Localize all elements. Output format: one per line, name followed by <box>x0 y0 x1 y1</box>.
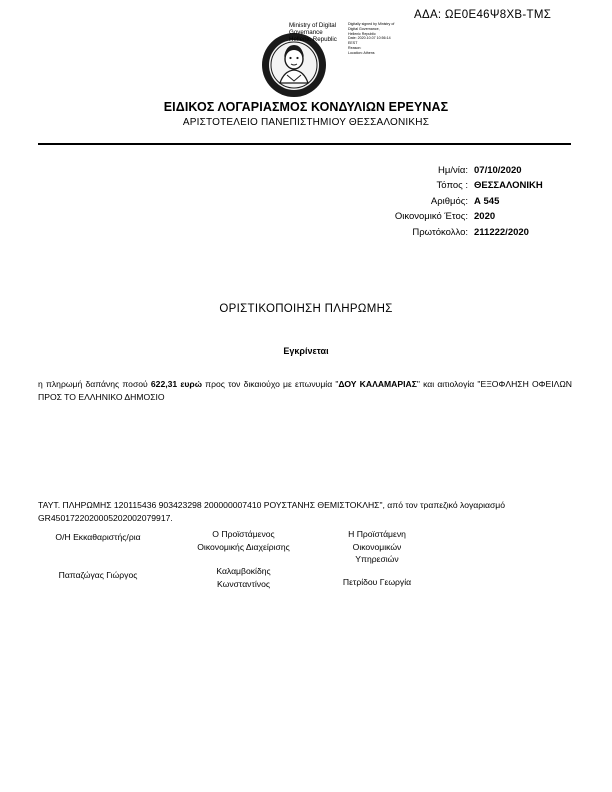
text: Η Προϊστάμενη <box>348 529 406 539</box>
meta-value: 07/10/2020 <box>474 165 522 176</box>
meta-value: ΘΕΣΣΑΛΟΝΙΚΗ <box>474 180 543 191</box>
stamp-line: Location: Athens <box>348 50 375 55</box>
payment-amount: 622,31 ευρώ <box>150 379 202 389</box>
text: Υπηρεσιών <box>355 554 399 564</box>
text: Καλαμβοκίδης <box>216 566 271 576</box>
ada-code: ΑΔΑ: ΩΕ0Ε46Ψ8ΧΒ-ΤΜΣ <box>414 9 552 21</box>
signature-stamp-details <box>348 22 408 56</box>
stamp-line: Digitally signed by Ministry of <box>348 22 395 26</box>
signature-finance-name <box>176 565 311 590</box>
meta-label: Ημ/νία: <box>438 165 468 176</box>
payment-description <box>38 378 572 403</box>
signature-stamp-org <box>289 22 347 44</box>
text: Οικονομικών <box>352 541 402 552</box>
beneficiary-name: ΔΟΥ ΚΑΛΑΜΑΡΙΑΣ <box>338 379 417 389</box>
stamp-line: Reason: <box>348 45 362 50</box>
meta-label: Πρωτόκολλο: <box>412 227 468 238</box>
stamp-line: Ministry of Digital <box>289 22 337 29</box>
stamp-line: Hellenic Republic <box>348 31 376 36</box>
text: Οικονομικής Διαχείρισης <box>197 541 290 552</box>
signature-finance-title <box>176 528 311 553</box>
stamp-line: Governance <box>289 29 323 37</box>
payment-reference-line: ΤΑΥΤ. ΠΛΗΡΩΜΗΣ 120115436 903423298 200000007410 ΡΟΥΣΤΑΝΗΣ ΘΕΜΙΣΤΟΚΛΗΣ", από τον τραπεζικό λογαριασμό <box>38 500 506 510</box>
meta-label: Οικονομικό Έτος: <box>394 211 468 222</box>
signature-clearer-name: Παπαζώγας Γιώργος <box>58 570 138 580</box>
meta-value: 211222/2020 <box>474 227 529 238</box>
approval-heading: Εγκρίνεται <box>283 346 329 356</box>
meta-row-fiscal-year <box>0 211 612 225</box>
signature-services-title <box>318 528 436 566</box>
meta-row-number <box>0 196 612 210</box>
text: η πληρωμή δαπάνης ποσού <box>38 379 151 389</box>
meta-row-place <box>0 180 612 194</box>
meta-value: Α 545 <box>474 196 500 207</box>
organization-title: ΕΙΔΙΚΟΣ ΛΟΓΑΡΙΑΣΜΟΣ ΚΟΝΔΥΛΙΩΝ ΕΡΕΥΝΑΣ <box>163 100 449 114</box>
signature-clearer-title: Ο/Η Εκκαθαριστής/ρια <box>55 532 141 542</box>
stamp-line: Digital Governance, <box>348 26 380 31</box>
meta-value: 2020 <box>474 211 496 222</box>
text: προς τον δικαιούχο με επωνυμία " <box>202 379 339 389</box>
meta-row-date <box>0 165 612 179</box>
text: Ο Προϊστάμενος <box>212 529 275 539</box>
text: Κωνσταντίνος <box>217 578 270 589</box>
meta-row-protocol <box>0 227 612 241</box>
stamp-line: Hellenic Republic <box>289 36 337 44</box>
meta-label: Τόπος : <box>436 180 468 191</box>
organization-subtitle: ΑΡΙΣΤΟΤΕΛΕΙΟ ΠΑΝΕΠΙΣΤΗΜΙΟΥ ΘΕΣΣΑΛΟΝΙΚΗΣ <box>182 117 430 128</box>
header-divider <box>38 143 571 145</box>
payment-reference <box>38 499 572 524</box>
meta-label: Αριθμός: <box>430 196 468 207</box>
signature-services-name: Πετρίδου Γεωργία <box>342 577 412 587</box>
document-title: ΟΡΙΣΤΙΚΟΠΟΙΗΣΗ ΠΛΗΡΩΜΗΣ <box>219 303 393 315</box>
stamp-line: Date: 2020.10.07 10:56:14 <box>348 36 391 41</box>
bank-account-iban: GR4501722020005202002079917. <box>38 512 173 523</box>
stamp-line: EEST <box>348 41 358 46</box>
text: " και αιτιολογία "ΕΞΟΦΛΗΣΗ ΟΦΕΙΛΩΝ ΠΡΟΣ ΤΟ ΕΛΛΗΝΙΚΟ ΔΗΜΟΣΙΟ <box>38 379 572 402</box>
